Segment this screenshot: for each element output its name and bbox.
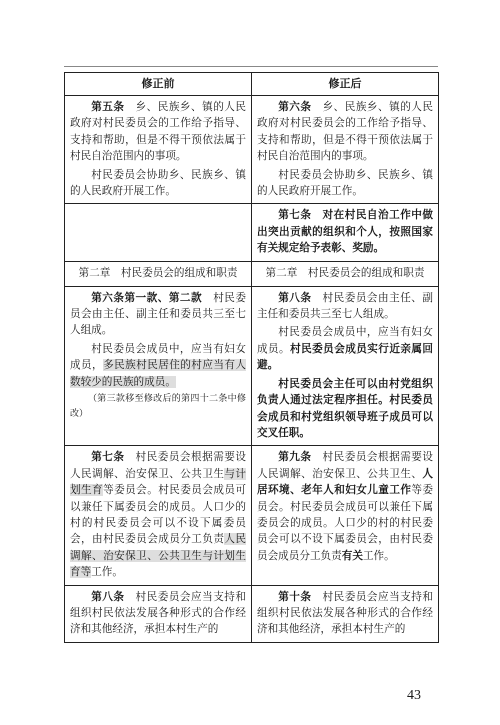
article-number: 第八条 [91, 590, 125, 603]
article-text: 对在村民自治工作中做出突出贡献的组织和个人，按照国家有关规定给予表彰、奖励。 [257, 209, 433, 255]
table-row [65, 585, 439, 642]
cell-before [65, 96, 252, 204]
article-text: 村民委员会应当支持和组织村民依法发展各种形式的合作经济和其他经济，承担本村生产的 [70, 590, 246, 636]
article-number: 第五条 [91, 101, 125, 113]
page-number: 43 [407, 688, 421, 703]
deleted-text: 人民调解、治安保卫、公共卫生与计划生育等 [70, 533, 247, 579]
note-text: （第三款移至修改后的第四十二条中修改） [70, 394, 246, 420]
article-text: 乡、民族乡、镇的人民政府对村民委员会的工作给予指导、支持和帮助，但是不得干预依法属于村民自治范围内的事项。 [257, 101, 433, 163]
table-header-row [65, 73, 439, 96]
article-number: 第七条 [91, 451, 125, 464]
header-after: 修正后 [252, 73, 439, 96]
cell-before [65, 585, 252, 642]
cell-before [65, 286, 252, 446]
cell-after [252, 446, 439, 585]
paragraph [257, 207, 433, 256]
article-text: 工作。 [362, 549, 395, 562]
paragraph [257, 99, 433, 165]
cell-after [252, 204, 439, 261]
article-text: 乡、民族乡、镇的人民政府对村民委员会的工作给予指导、支持和帮助，但是不得干预依法属于村民自治范围内的事项。 [70, 101, 246, 163]
article-number: 第八条 [278, 291, 312, 304]
deleted-text: 与计划生育 [70, 467, 247, 497]
paragraph [70, 290, 246, 339]
added-text: 村民委员会主任可以由村党组织负责人通过法定程序担任。村民委员会成员和村党组织领导班子成员可以交叉任职。 [257, 377, 433, 439]
chapter-title-after: 第二章 村民委员会的组成和职责 [252, 261, 439, 286]
article-text: 等委员会。村民委员会成员可以兼任下属委员会的成员。人口少的村的村民委员会可以不设下属委员会，由村民委员会成员分工负责 [70, 484, 247, 546]
article-text: 等委员会。村民委员会成员可以兼任下属委员会的成员。人口少的村的村民委员会可以不设下属委员会，由村民委员会成员分工负责 [257, 484, 434, 562]
chapter-title-before: 第二章 村民委员会的组成和职责 [65, 261, 252, 286]
article-text: 工作。 [91, 566, 123, 579]
paragraph [70, 167, 246, 200]
paragraph [70, 449, 246, 580]
table-row [65, 286, 439, 446]
note [70, 392, 246, 422]
article-text: 村民委员会由主任、副主任和委员共三至七人组成。 [257, 291, 433, 321]
paragraph [70, 99, 246, 165]
article-text: 村民委员会应当支持和组织村民依法发展各种形式的合作经济和其他经济，承担本村生产的 [257, 590, 433, 636]
paragraph [70, 341, 246, 390]
article-number: 第七条 [278, 209, 312, 222]
table-row [65, 204, 439, 261]
article-text: 村民委员会协助乡、民族乡、镇的人民政府开展工作。 [70, 168, 246, 198]
top-rule [64, 66, 438, 67]
paragraph [257, 290, 433, 323]
paragraph [257, 449, 433, 564]
article-number: 第六条第一款、第二款 [91, 291, 203, 304]
article-text: 村民委员会根据需要设人民调解、治安保卫、公共卫生、 [257, 451, 433, 480]
deleted-text: 多民族村民居住的村应当有人数较少的民族的成员。 [70, 359, 247, 388]
cell-before [65, 446, 252, 585]
chapter-row [65, 261, 439, 286]
added-text: 村民委员会成员实行近亲属回避。 [257, 342, 434, 372]
article-text: 村民委员会协助乡、民族乡、镇的人民政府开展工作。 [257, 168, 433, 198]
cell-after [252, 585, 439, 642]
added-text: 人居环境、老年人和妇女儿童工作 [257, 467, 433, 497]
added-text: 有关 [341, 549, 363, 562]
paragraph [257, 324, 433, 373]
paragraph [257, 167, 433, 200]
article-text: 村民委员会由主任、副主任和委员共三至七人组成。 [70, 291, 246, 337]
article-number: 第六条 [278, 101, 312, 113]
paragraph [70, 589, 246, 638]
article-number: 第九条 [278, 451, 312, 464]
cell-after [252, 96, 439, 204]
table-row [65, 446, 439, 585]
revision-comparison-table [64, 72, 439, 643]
article-text: 村民委员会根据需要设人民调解、治安保卫、公共卫生 [70, 451, 246, 480]
article-text: 村民委员会成员中，应当有妇女成员， [70, 342, 246, 372]
paragraph [257, 589, 433, 638]
article-text: 村民委员会成员中，应当有妇女成员。 [257, 326, 433, 355]
cell-before-empty [65, 204, 252, 261]
table-row [65, 96, 439, 204]
article-number: 第十条 [278, 590, 312, 603]
cell-after [252, 286, 439, 446]
paragraph [257, 376, 433, 442]
header-before: 修正前 [65, 73, 252, 96]
